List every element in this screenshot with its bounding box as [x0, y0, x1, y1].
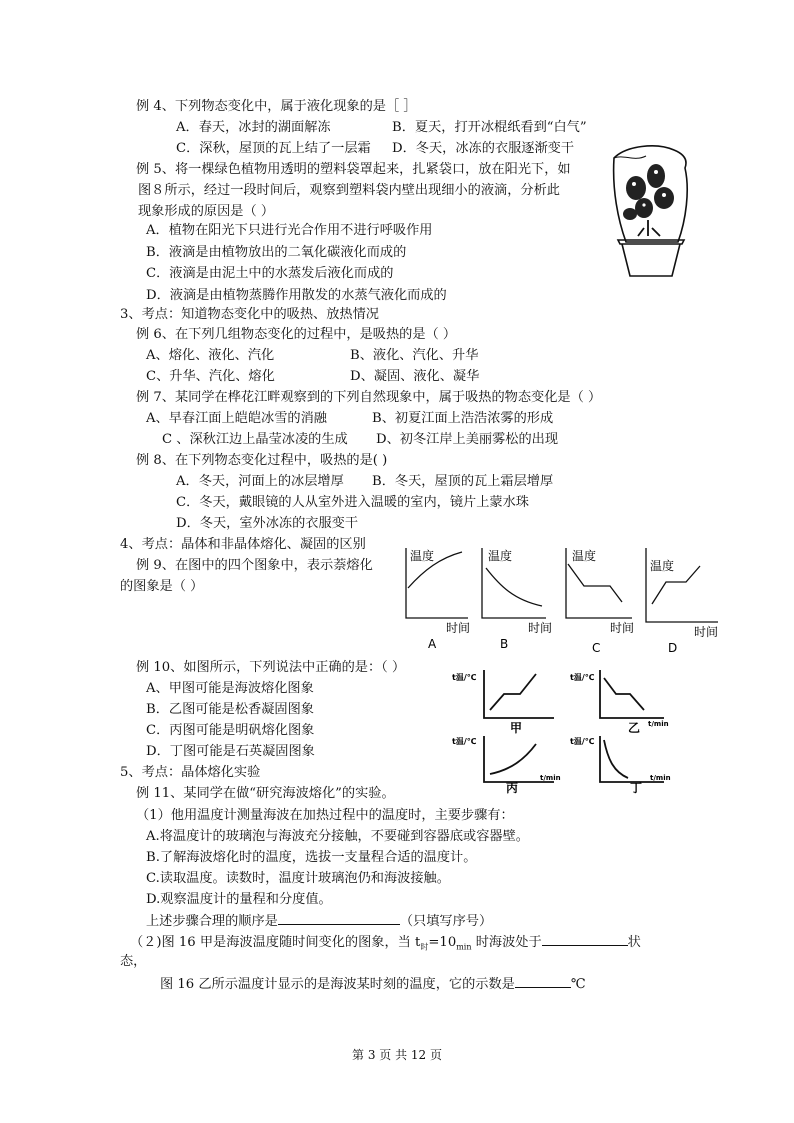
q7-option-b: B、初夏江面上浩浩浓雾的形成 [372, 411, 554, 426]
q9-a-y-label: 温度 [410, 549, 435, 563]
q11-part2-line [130, 931, 641, 958]
q4-option-c: C．深秋，屋顶的瓦上结了一层霜 [176, 141, 371, 156]
section-3-heading: 3、考点：知道物态变化中的吸热、放热情况 [120, 307, 379, 322]
q9-stem-line1: 例 9、在图中的四个图象中，表示萘熔化 [136, 558, 373, 573]
q10-name-yi: 乙 [628, 721, 641, 735]
q10-name-ding: 丁 [630, 781, 643, 794]
q9-b-y-label: 温度 [488, 549, 513, 563]
q4-option-a: A．春天，冰封的湖面解冻 [176, 120, 331, 135]
q10-option-c: C．丙图可能是明矾熔化图象 [146, 723, 315, 738]
q8-option-d: D．冬天，室外冰冻的衣服变干 [176, 516, 359, 531]
q11-part1: （1）他用温度计测量海波在加热过程中的温度时，主要步骤有： [136, 808, 514, 823]
q9-graphs [396, 540, 726, 660]
q11-step-c: C.读取温度。读数时，温度计玻璃泡仍和海波接触。 [146, 871, 450, 886]
q9-letter-a: A [428, 637, 437, 651]
q9-letter-d: D [668, 641, 678, 655]
q11-part2-end: 状 [627, 935, 641, 950]
q9-d-x-label: 时间 [694, 625, 719, 639]
q11-order-answer-blank[interactable] [278, 910, 400, 925]
q8-option-b: B．冬天，屋顶的瓦上霜层增厚 [372, 474, 554, 489]
q10-bing-y-label: t温/℃ [452, 737, 477, 746]
q7-stem: 例 7、某同学在桦花江畔观察到的下列自然现象中，属于吸热的物态变化是（ ） [136, 390, 602, 405]
q10-jia-y-label: t温/℃ [452, 673, 477, 682]
q11-reading-answer-blank[interactable] [515, 973, 571, 988]
q10-graph-yi [570, 670, 669, 735]
q11-part2-line2: 态， [120, 954, 147, 969]
q11-step-a: A.将温度计的玻璃泡与海波充分接触，不要碰到容器底或容器壁。 [146, 829, 529, 844]
q10-option-d: D．丁图可能是石英凝固图象 [146, 744, 315, 759]
q10-graphs [446, 664, 686, 794]
q6-option-c: C、升华、汽化、熔化 [146, 369, 275, 384]
q10-graph-jia [452, 670, 554, 735]
q5-option-c: C．液滴是由泥土中的水蒸发后液化而成的 [146, 266, 394, 281]
q9-graph-c [566, 548, 634, 655]
q11-part2-unit: min [456, 942, 472, 952]
q6-option-a: A、熔化、液化、汽化 [146, 348, 275, 363]
q4-option-b: B．夏天，打开冰棍纸看到“白气” [392, 120, 587, 135]
q7-option-a: A、早春江面上皑皑冰雪的消融 [146, 411, 327, 426]
q6-stem: 例 6、在下列几组物态变化的过程中，是吸热的是（ ） [136, 327, 457, 342]
q5-stem-line2: 图８所示，经过一段时间后，观察到塑料袋内壁出现细小的液滴，分析此 [138, 183, 560, 198]
q11-order-line [146, 910, 492, 932]
q8-stem: 例 8、在下列物态变化过程中，吸热的是( ) [136, 453, 388, 468]
q7-option-c: C 、深秋江边上晶莹冰凌的生成 [162, 432, 348, 447]
q11-part3-line [160, 973, 586, 995]
q9-stem-line2: 的图象是（ ） [120, 579, 204, 594]
q8-option-c: C．冬天，戴眼镜的人从室外进入温暖的室内，镜片上蒙水珠 [176, 495, 529, 510]
q10-graph-ding [570, 736, 671, 794]
q11-order-suffix: （只填写序号） [399, 914, 493, 929]
q11-part3-unit: ℃ [570, 977, 586, 992]
q9-a-x-label: 时间 [446, 621, 471, 635]
q11-stem: 例 11、某同学在做“研究海波熔化”的实验。 [136, 786, 395, 801]
q6-option-d: D、凝固、液化、凝华 [350, 369, 480, 384]
q10-option-a: A、甲图可能是海波熔化图象 [146, 681, 314, 696]
q10-option-b: B．乙图可能是松香凝固图象 [146, 702, 314, 717]
q5-stem-line3: 现象形成的原因是（ ） [138, 204, 275, 219]
q10-bing-x-label: t/min [540, 774, 561, 782]
q10-name-bing: 丙 [506, 781, 519, 794]
q10-ding-y-label: t温/℃ [570, 737, 595, 746]
q6-option-b: B、液化、汽化、升华 [350, 348, 479, 363]
q9-graph-a [406, 548, 470, 651]
q11-step-d: D.观察温度计的量程和分度值。 [146, 892, 332, 907]
plant-in-bag-figure [604, 140, 694, 280]
q4-option-d: D．冬天，冰冻的衣服逐渐变干 [392, 141, 575, 156]
q9-graph-b [482, 548, 552, 651]
q9-letter-c: C [592, 641, 601, 655]
q4-stem: 例 4、下列物态变化中，属于液化现象的是［ ］ [136, 99, 417, 114]
q8-option-a: A．冬天，河面上的冰层增厚 [176, 474, 344, 489]
section-5-heading: 5、考点：晶体熔化实验 [120, 765, 261, 780]
q5-stem-line1: 例 5、将一棵绿色植物用透明的塑料袋罩起来，扎紧袋口，放在阳光下，如 [136, 162, 571, 177]
page-footer: 第 3 页 共 12 页 [352, 1048, 442, 1062]
q11-step-b: B.了解海波熔化时的温度，选拔一支量程合适的温度计。 [146, 850, 477, 865]
q5-option-a: A．植物在阳光下只进行光合作用不进行呼吸作用 [146, 223, 433, 238]
q11-order-prefix: 上述步骤合理的顺序是 [146, 914, 278, 929]
q11-part2-subscript: 时 [420, 942, 429, 952]
q9-b-x-label: 时间 [528, 621, 553, 635]
q11-state-answer-blank[interactable] [542, 931, 628, 946]
q10-graph-bing [452, 736, 561, 794]
q10-ding-x-label: t/min [650, 774, 671, 782]
q9-c-x-label: 时间 [610, 621, 635, 635]
q5-option-d: D．液滴是由植物蒸腾作用散发的水蒸气液化而成的 [146, 288, 447, 303]
q11-part2-prefix: （２)图 16 甲是海波温度随时间变化的图象，当 t [130, 935, 421, 950]
q10-yi-y-label: t温/℃ [570, 673, 595, 682]
q9-c-y-label: 温度 [572, 549, 597, 563]
q9-letter-b: B [500, 637, 509, 651]
q11-part2-mid: 时海波处于 [471, 935, 542, 950]
q7-option-d: D、初冬江岸上美丽雾松的出现 [376, 432, 559, 447]
q5-option-b: B．液滴是由植物放出的二氧化碳液化而成的 [146, 245, 407, 260]
q10-stem: 例 10、如图所示，下列说法中正确的是：（ ） [136, 660, 406, 675]
q10-yi-x-label: t/min [648, 720, 669, 728]
q9-graph-d [646, 548, 718, 655]
q11-part3-prefix: 图 16 乙所示温度计显示的是海波某时刻的温度，它的示数是 [160, 977, 515, 992]
section-4-heading: 4、考点：晶体和非晶体熔化、凝固的区别 [120, 537, 366, 552]
q11-part2-value: =10 [428, 935, 457, 950]
q9-d-y-label: 温度 [650, 559, 675, 573]
q10-name-jia: 甲 [510, 721, 523, 735]
